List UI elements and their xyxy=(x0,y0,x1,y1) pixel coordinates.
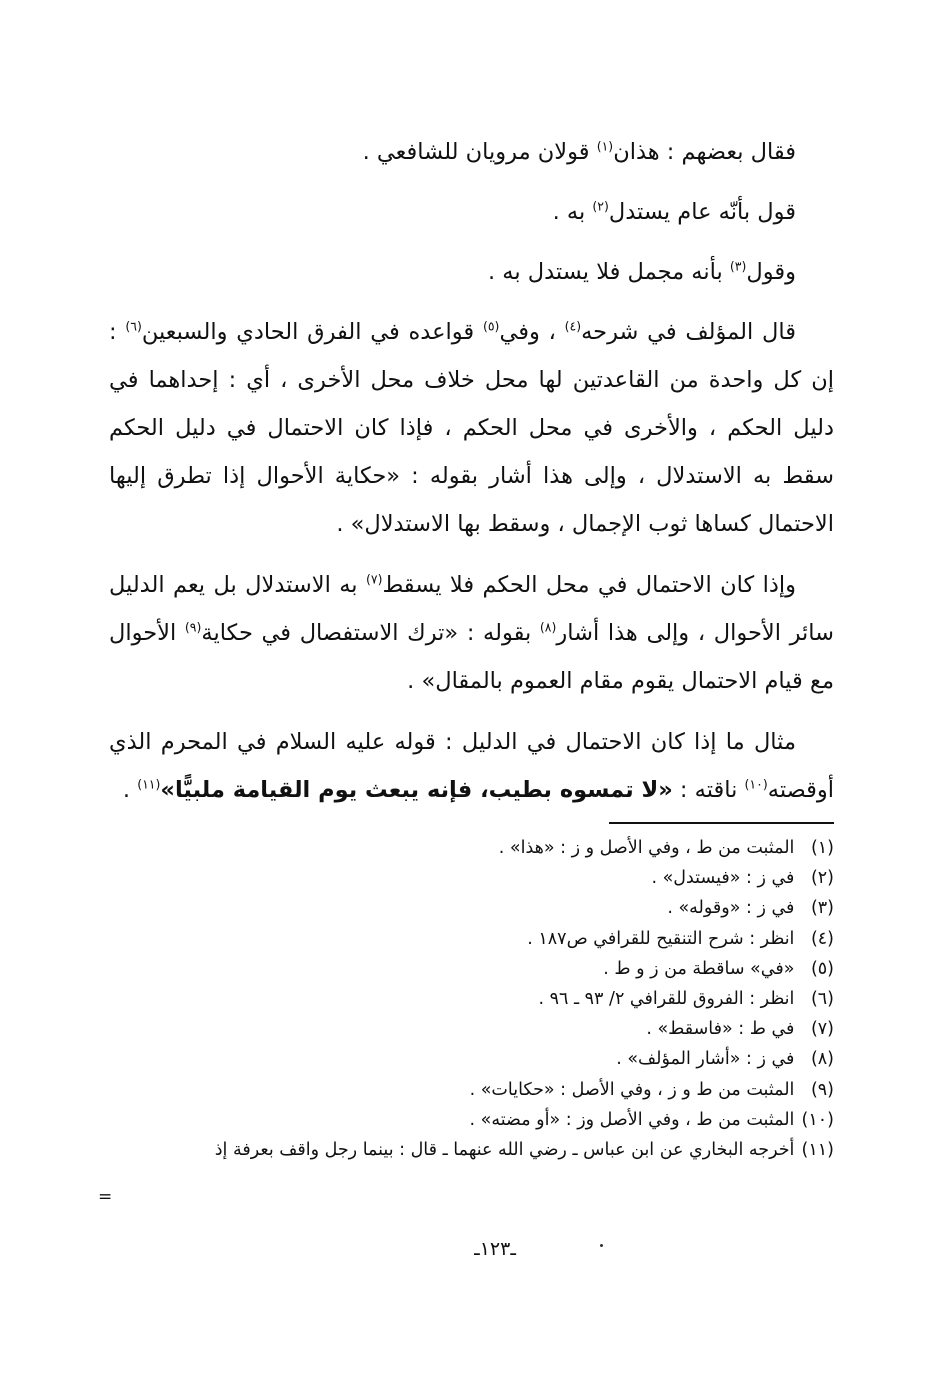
footnote-text: انظر : الفروق للقرافي ٢/ ٩٣ ـ ٩٦ . xyxy=(538,989,795,1010)
paragraph xyxy=(109,308,834,548)
footnote-reference: (١١) xyxy=(137,776,161,792)
footnote-reference: (٣) xyxy=(729,258,747,274)
footnote-reference: (٩) xyxy=(184,619,202,635)
text-run: بأنه مجمل فلا يستدل به . xyxy=(487,259,730,285)
text-run: وقول xyxy=(746,259,796,285)
text-run: بقوله : «ترك الاستفصال في حكاية xyxy=(201,620,540,646)
footnote-text: المثبت من ط ، وفي الأصل وز : «أو مضته» . xyxy=(469,1109,795,1130)
footnote-number: (٨) xyxy=(810,1049,834,1070)
text-run: قول بأنّه عام يستدل xyxy=(608,199,796,225)
footnote-number: (١٠) xyxy=(801,1109,834,1130)
footnotes xyxy=(99,833,834,1165)
text-run: ناقته : xyxy=(672,777,745,803)
text-run: قواعده في الفرق الحادي والسبعين xyxy=(141,319,483,345)
footnote-reference: (٢) xyxy=(592,198,609,214)
text-run: قال المؤلف في شرحه xyxy=(581,319,796,345)
footnote-text: أخرجه البخاري عن ابن عباس ـ رضي الله عنهما ـ قال : بينما رجل واقف بعرفة إذ xyxy=(214,1140,795,1161)
footnote-reference: (١٠) xyxy=(744,776,768,792)
text-run: به الاستدلال بل يعم الدليل سائر الأحوال ، وإلى هذا أشار xyxy=(109,572,834,646)
text-run: قولان مرويان للشافعي . xyxy=(362,139,597,165)
footnote-reference: (١) xyxy=(596,138,614,154)
paragraph xyxy=(109,561,834,705)
text-run: الأحوال مع قيام الاحتمال يقوم مقام العموم بالمقال» . xyxy=(109,620,834,694)
footnote xyxy=(99,1044,834,1074)
footnote xyxy=(99,954,834,984)
footnote-text: في ز : «وقوله» . xyxy=(667,898,795,919)
page-number: ـ١٢٣ـ xyxy=(474,1238,516,1260)
footnote-number: (١١) xyxy=(801,1140,834,1161)
text-run: وإذا كان الاحتمال في محل الحكم فلا يسقط xyxy=(382,572,797,598)
footnote xyxy=(99,1105,834,1135)
text-run: : إن كل واحدة من القاعدتين لها محل خلاف محل الأخرى ، أي : إحداهما في دليل الحكم ، والأخرى في محل الحكم ، فإذا كان الاحتمال في دليل الحكم سقط به الاستدلال ، وإلى هذا أشار بقوله : «حكاية الأحوال إذا تطرق إليها الاحتمال كساها ثوب الإجمال ، وسقط بها الاستدلال» . xyxy=(109,319,834,537)
footnote xyxy=(99,984,834,1014)
footnote-number: (٤) xyxy=(810,928,834,949)
paragraph xyxy=(109,128,834,176)
footnote xyxy=(99,1014,834,1044)
footnote-text: المثبت من ط ، وفي الأصل و ز : «هذا» . xyxy=(498,838,795,858)
paragraph xyxy=(109,718,834,814)
text-run: به . xyxy=(552,199,593,225)
paragraph xyxy=(109,248,834,296)
footnote-reference: (٤) xyxy=(564,318,582,334)
paragraph xyxy=(109,188,834,236)
footnote-number: (٧) xyxy=(810,1019,834,1040)
footnote-text: في ز : «فيستدل» . xyxy=(651,868,795,889)
footnote-reference: (٧) xyxy=(365,571,383,587)
footnote-text: «في» ساقطة من ز و ط . xyxy=(603,958,795,979)
footnote-text: في ط : «فاسقط» . xyxy=(646,1019,795,1040)
footnote-text: انظر : شرح التنقيح للقرافي ص١٨٧ . xyxy=(527,928,795,949)
footnote-divider xyxy=(609,822,834,824)
footnote-number: (٦) xyxy=(810,989,834,1010)
text-run: فقال بعضهم : هذان xyxy=(613,139,796,165)
hadith-quote: «لا تمسوه بطيب، فإنه يبعث يوم القيامة ملبيًّا» xyxy=(160,777,673,803)
footnote xyxy=(99,924,834,954)
footnote-text: المثبت من ط و ز ، وفي الأصل : «حكايات» . xyxy=(469,1079,795,1100)
footnote-number: (٣) xyxy=(810,898,834,919)
footnote-reference: (٥) xyxy=(482,318,500,334)
footnote-text: في ز : «أشار المؤلف» . xyxy=(616,1049,795,1070)
text-run: . xyxy=(122,777,138,803)
footnote-reference: (٦) xyxy=(125,318,142,334)
footnote xyxy=(99,1075,834,1105)
footnote-number: (٩) xyxy=(810,1079,834,1100)
footnote xyxy=(99,863,834,893)
continuation-mark: = xyxy=(98,1187,113,1207)
footnote-number: (١) xyxy=(810,838,834,858)
footnote-reference: (٨) xyxy=(539,619,557,635)
footnote xyxy=(99,893,834,923)
footnote xyxy=(99,1135,834,1165)
main-text xyxy=(109,128,834,827)
text-run: مثال ما إذا كان الاحتمال في الدليل : قوله عليه السلام في المحرم الذي أوقصته xyxy=(109,729,834,803)
text-run: ، وفي xyxy=(499,319,565,345)
footnote xyxy=(99,833,834,863)
footnote-number: (٢) xyxy=(810,868,834,889)
footnote-number: (٥) xyxy=(810,958,834,979)
